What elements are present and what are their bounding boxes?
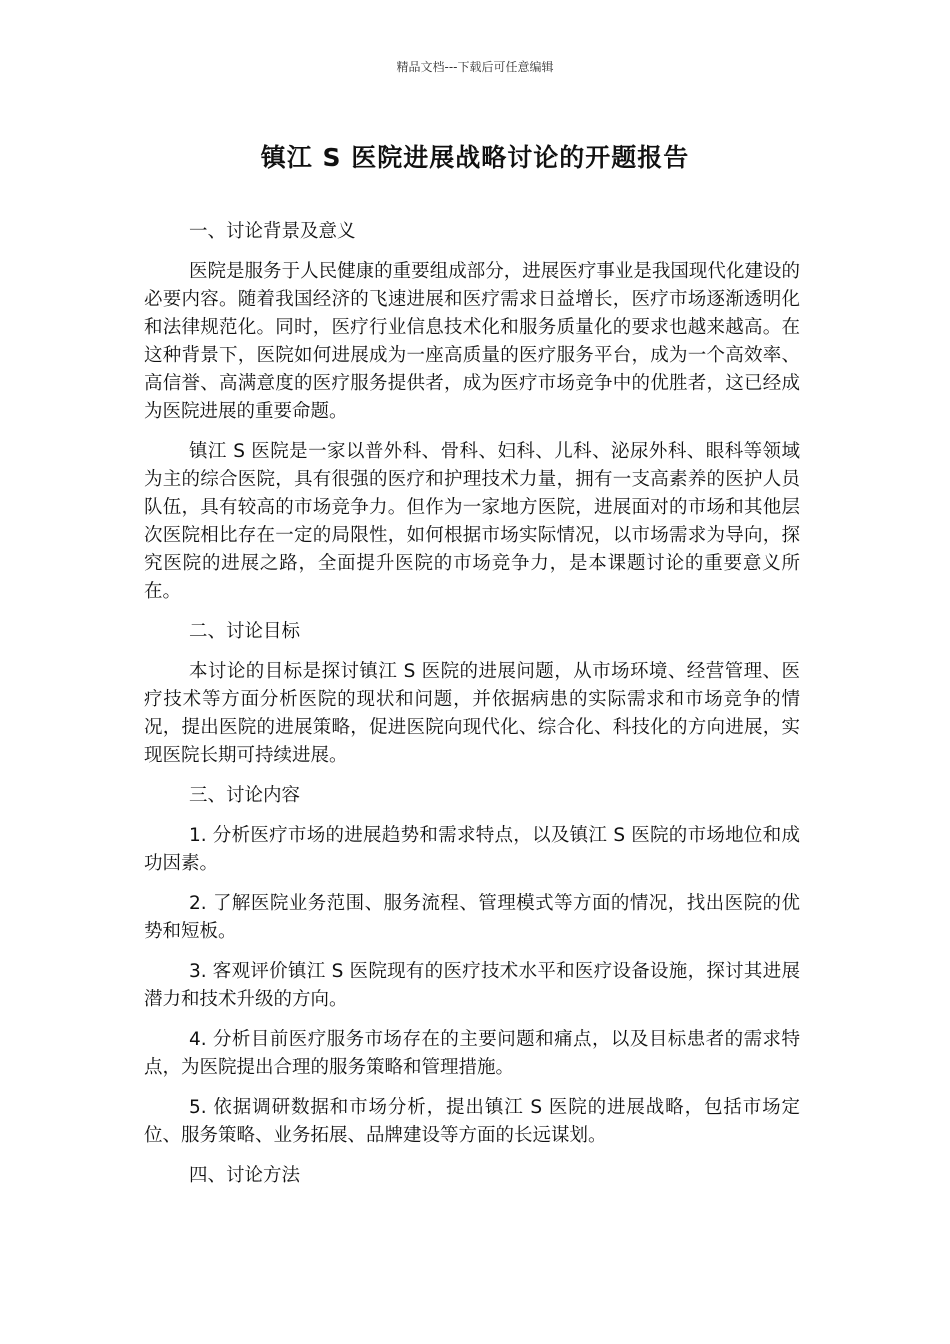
section-heading-content: 三、讨论内容 [189, 785, 301, 806]
content-item-3: 3. 客观评价镇江 S 医院现有的医疗技术水平和医疗设备设施，探讨其进展潜力和技术升级的方向。 [144, 961, 800, 1010]
content-item-1: 1. 分析医疗市场的进展趋势和需求特点，以及镇江 S 医院的市场地位和成功因素。 [144, 825, 800, 874]
paragraph-background-2: 镇江 S 医院是一家以普外科、骨科、妇科、儿科、泌尿外科、眼科等领域为主的综合医院，具有很强的医疗和护理技术力量，拥有一支高素养的医护人员队伍，具有较高的市场竞争力。但作为一家地方医院，进展面对的市场和其他层次医院相比存在一定的局限性，如何根据市场实际情况，以市场需求为导向，探究医院的进展之路，全面提升医院的市场竞争力，是本课题讨论的重要意义所在。 [144, 441, 800, 602]
content-item-4: 4. 分析目前医疗服务市场存在的主要问题和痛点，以及目标患者的需求特点，为医院提出合理的服务策略和管理措施。 [144, 1029, 800, 1078]
content-item-5: 5. 依据调研数据和市场分析，提出镇江 S 医院的进展战略，包括市场定位、服务策略、业务拓展、品牌建设等方面的长远谋划。 [144, 1097, 800, 1146]
section-heading-background: 一、讨论背景及意义 [189, 221, 356, 242]
section-heading-methods: 四、讨论方法 [189, 1165, 301, 1186]
content-item-2: 2. 了解医院业务范围、服务流程、管理模式等方面的情况，找出医院的优势和短板。 [144, 893, 800, 942]
paragraph-background-1: 医院是服务于人民健康的重要组成部分，进展医疗事业是我国现代化建设的必要内容。随着我国经济的飞速进展和医疗需求日益增长，医疗市场逐渐透明化和法律规范化。同时，医疗行业信息技术化和服务质量化的要求也越来越高。在这种背景下，医院如何进展成为一座高质量的医疗服务平台，成为一个高效率、高信誉、高满意度的医疗服务提供者，成为医疗市场竞争中的优胜者，这已经成为医院进展的重要命题。 [144, 261, 800, 422]
header-note: 精品文档---下载后可任意编辑 [396, 60, 554, 74]
paragraph-goals: 本讨论的目标是探讨镇江 S 医院的进展问题，从市场环境、经营管理、医疗技术等方面分析医院的现状和问题，并依据病患的实际需求和市场竞争的情况，提出医院的进展策略，促进医院向现代化、综合化、科技化的方向进展，实现医院长期可持续进展。 [144, 661, 800, 766]
document-body [144, 218, 800, 1202]
section-heading-goals: 二、讨论目标 [189, 621, 301, 642]
document-title: 镇江 S 医院进展战略讨论的开题报告 [260, 143, 690, 172]
